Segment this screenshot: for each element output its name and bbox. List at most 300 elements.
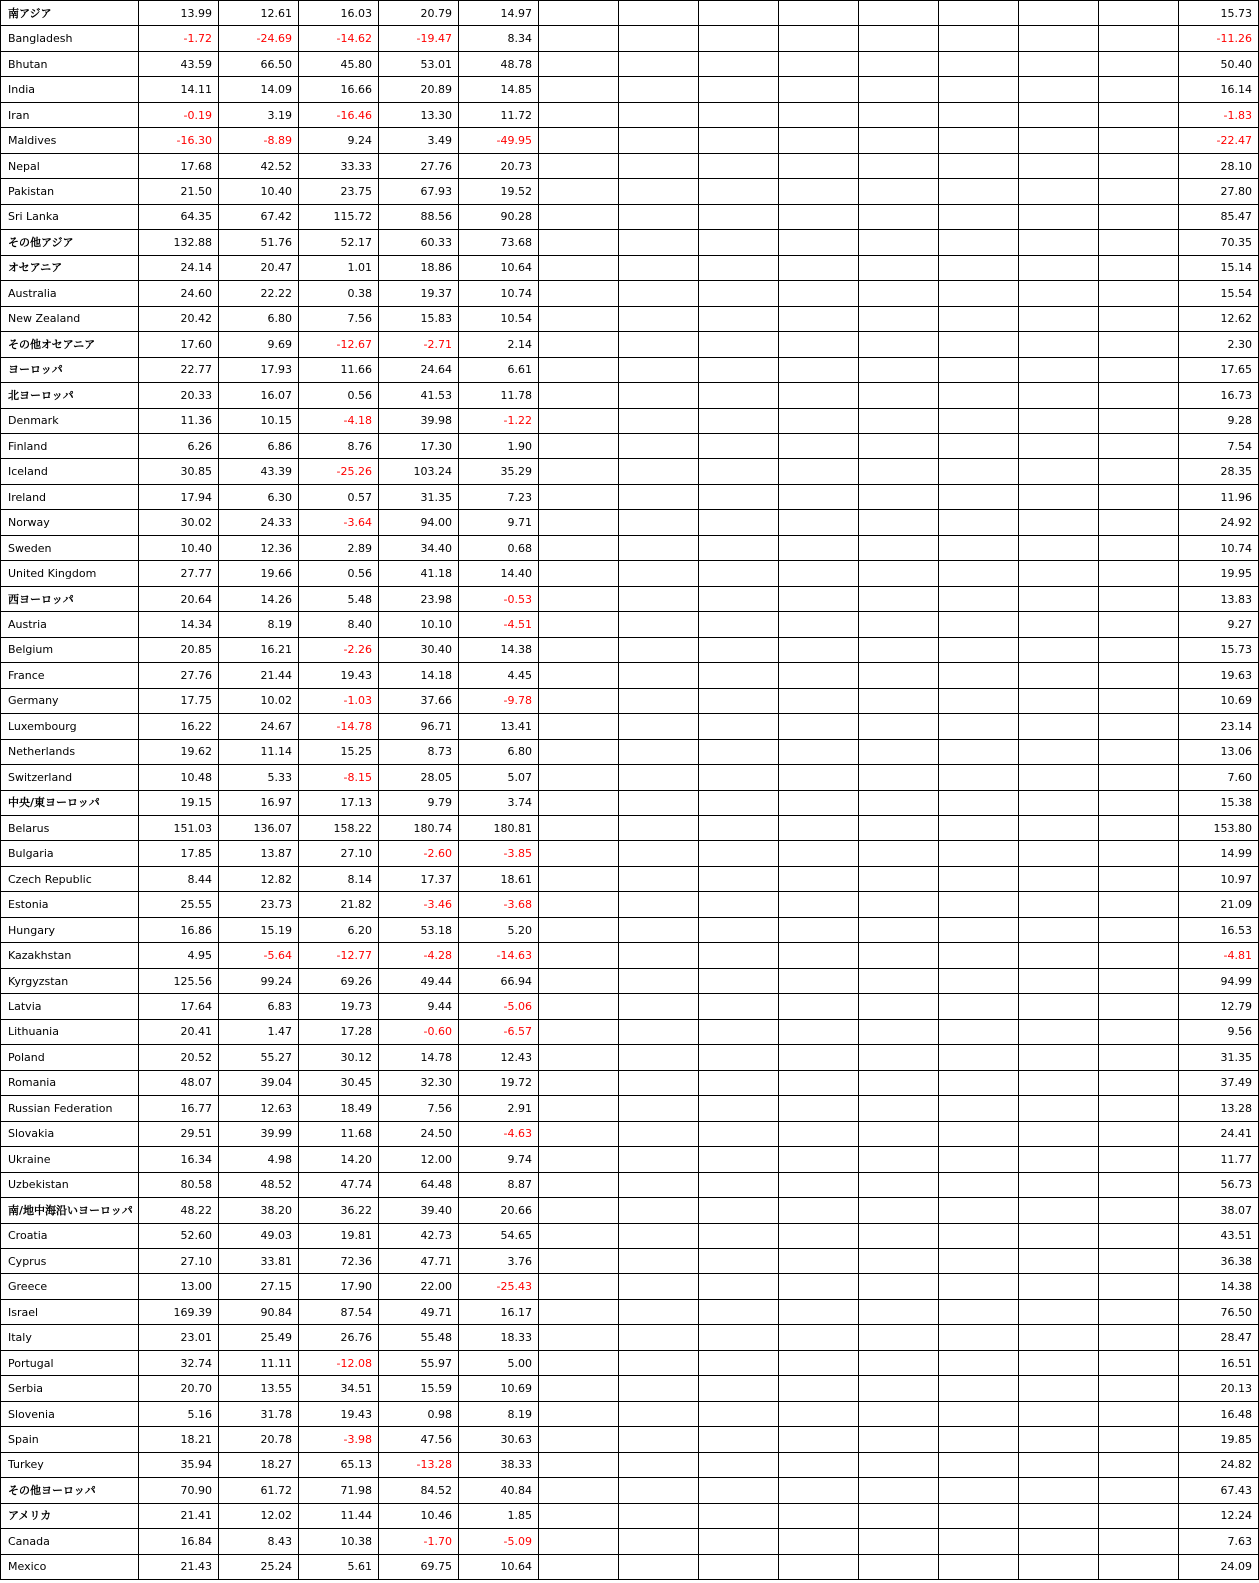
value-cell[interactable]: 10.74 (459, 281, 539, 306)
empty-cell[interactable] (619, 1350, 699, 1375)
empty-cell[interactable] (939, 1299, 1019, 1324)
empty-cell[interactable] (699, 357, 779, 382)
empty-cell[interactable] (1019, 1172, 1099, 1197)
empty-cell[interactable] (699, 1376, 779, 1401)
empty-cell[interactable] (619, 1274, 699, 1299)
empty-cell[interactable] (859, 765, 939, 790)
empty-cell[interactable] (539, 1529, 619, 1554)
empty-cell[interactable] (779, 1325, 859, 1350)
empty-cell[interactable] (699, 561, 779, 586)
summary-value-cell[interactable]: 16.73 (1179, 383, 1259, 408)
value-cell[interactable]: 16.22 (139, 714, 219, 739)
empty-cell[interactable] (939, 663, 1019, 688)
value-cell[interactable]: 169.39 (139, 1299, 219, 1324)
empty-cell[interactable] (619, 1248, 699, 1273)
summary-value-cell[interactable]: 16.48 (1179, 1401, 1259, 1426)
value-cell[interactable]: -14.63 (459, 943, 539, 968)
region-label-cell[interactable]: 西ヨーロッパ (1, 586, 139, 611)
value-cell[interactable]: 6.80 (459, 739, 539, 764)
empty-cell[interactable] (539, 612, 619, 637)
summary-value-cell[interactable]: 10.69 (1179, 688, 1259, 713)
empty-cell[interactable] (699, 459, 779, 484)
empty-cell[interactable] (1019, 917, 1099, 942)
empty-cell[interactable] (619, 637, 699, 662)
empty-cell[interactable] (939, 637, 1019, 662)
value-cell[interactable]: 41.18 (379, 561, 459, 586)
empty-cell[interactable] (859, 739, 939, 764)
value-cell[interactable]: 45.80 (299, 51, 379, 76)
empty-cell[interactable] (939, 841, 1019, 866)
value-cell[interactable]: -3.46 (379, 892, 459, 917)
empty-cell[interactable] (699, 255, 779, 280)
empty-cell[interactable] (859, 1070, 939, 1095)
value-cell[interactable]: 0.57 (299, 484, 379, 509)
value-cell[interactable]: -8.89 (219, 128, 299, 153)
value-cell[interactable]: 88.56 (379, 204, 459, 229)
empty-cell[interactable] (619, 892, 699, 917)
empty-cell[interactable] (619, 1019, 699, 1044)
value-cell[interactable]: 8.19 (219, 612, 299, 637)
empty-cell[interactable] (1099, 1172, 1179, 1197)
empty-cell[interactable] (939, 765, 1019, 790)
value-cell[interactable]: -1.72 (139, 26, 219, 51)
empty-cell[interactable] (539, 484, 619, 509)
empty-cell[interactable] (699, 1248, 779, 1273)
empty-cell[interactable] (939, 383, 1019, 408)
value-cell[interactable]: 14.09 (219, 77, 299, 102)
empty-cell[interactable] (779, 841, 859, 866)
empty-cell[interactable] (539, 459, 619, 484)
value-cell[interactable]: 6.30 (219, 484, 299, 509)
empty-cell[interactable] (859, 612, 939, 637)
empty-cell[interactable] (939, 1223, 1019, 1248)
empty-cell[interactable] (619, 1529, 699, 1554)
empty-cell[interactable] (939, 77, 1019, 102)
value-cell[interactable]: 96.71 (379, 714, 459, 739)
empty-cell[interactable] (939, 332, 1019, 357)
empty-cell[interactable] (1099, 459, 1179, 484)
summary-value-cell[interactable]: 67.43 (1179, 1478, 1259, 1503)
value-cell[interactable]: 19.37 (379, 281, 459, 306)
empty-cell[interactable] (859, 1299, 939, 1324)
empty-cell[interactable] (939, 281, 1019, 306)
summary-value-cell[interactable]: 9.27 (1179, 612, 1259, 637)
empty-cell[interactable] (1099, 561, 1179, 586)
country-label-cell[interactable]: Germany (1, 688, 139, 713)
region-label-cell[interactable]: 北ヨーロッパ (1, 383, 139, 408)
value-cell[interactable]: 4.95 (139, 943, 219, 968)
empty-cell[interactable] (1019, 994, 1099, 1019)
empty-cell[interactable] (779, 383, 859, 408)
value-cell[interactable]: 14.78 (379, 1045, 459, 1070)
value-cell[interactable]: 17.85 (139, 841, 219, 866)
empty-cell[interactable] (779, 204, 859, 229)
empty-cell[interactable] (699, 816, 779, 841)
value-cell[interactable]: 73.68 (459, 230, 539, 255)
empty-cell[interactable] (619, 535, 699, 560)
value-cell[interactable]: -5.09 (459, 1529, 539, 1554)
value-cell[interactable]: 1.01 (299, 255, 379, 280)
empty-cell[interactable] (539, 383, 619, 408)
empty-cell[interactable] (859, 357, 939, 382)
summary-value-cell[interactable]: 17.65 (1179, 357, 1259, 382)
empty-cell[interactable] (1019, 357, 1099, 382)
value-cell[interactable]: -25.26 (299, 459, 379, 484)
empty-cell[interactable] (539, 1121, 619, 1146)
empty-cell[interactable] (779, 586, 859, 611)
empty-cell[interactable] (859, 1147, 939, 1172)
value-cell[interactable]: 6.83 (219, 994, 299, 1019)
value-cell[interactable]: -3.98 (299, 1427, 379, 1452)
summary-value-cell[interactable]: 19.85 (1179, 1427, 1259, 1452)
empty-cell[interactable] (1019, 1096, 1099, 1121)
value-cell[interactable]: 10.38 (299, 1529, 379, 1554)
empty-cell[interactable] (779, 306, 859, 331)
empty-cell[interactable] (539, 51, 619, 76)
summary-value-cell[interactable]: 94.99 (1179, 968, 1259, 993)
value-cell[interactable]: 4.98 (219, 1147, 299, 1172)
empty-cell[interactable] (779, 332, 859, 357)
empty-cell[interactable] (1099, 1248, 1179, 1273)
summary-value-cell[interactable]: 43.51 (1179, 1223, 1259, 1248)
value-cell[interactable]: 103.24 (379, 459, 459, 484)
empty-cell[interactable] (699, 230, 779, 255)
value-cell[interactable]: 3.76 (459, 1248, 539, 1273)
empty-cell[interactable] (859, 892, 939, 917)
empty-cell[interactable] (1019, 153, 1099, 178)
summary-value-cell[interactable]: 12.62 (1179, 306, 1259, 331)
value-cell[interactable]: 12.61 (219, 1, 299, 26)
empty-cell[interactable] (779, 1376, 859, 1401)
empty-cell[interactable] (1099, 663, 1179, 688)
value-cell[interactable]: -0.53 (459, 586, 539, 611)
value-cell[interactable]: 8.40 (299, 612, 379, 637)
value-cell[interactable]: 16.66 (299, 77, 379, 102)
summary-value-cell[interactable]: 7.54 (1179, 433, 1259, 458)
value-cell[interactable]: 14.40 (459, 561, 539, 586)
empty-cell[interactable] (1019, 51, 1099, 76)
empty-cell[interactable] (779, 1147, 859, 1172)
value-cell[interactable]: 48.07 (139, 1070, 219, 1095)
value-cell[interactable]: 23.01 (139, 1325, 219, 1350)
empty-cell[interactable] (939, 892, 1019, 917)
value-cell[interactable]: 10.64 (459, 1554, 539, 1579)
empty-cell[interactable] (859, 383, 939, 408)
country-label-cell[interactable]: Romania (1, 1070, 139, 1095)
empty-cell[interactable] (1099, 765, 1179, 790)
region-label-cell[interactable]: 南/地中海沿いヨーロッパ (1, 1198, 139, 1223)
country-label-cell[interactable]: Sri Lanka (1, 204, 139, 229)
value-cell[interactable]: 6.80 (219, 306, 299, 331)
value-cell[interactable]: 13.55 (219, 1376, 299, 1401)
country-label-cell[interactable]: Iran (1, 102, 139, 127)
value-cell[interactable]: -0.19 (139, 102, 219, 127)
empty-cell[interactable] (1019, 306, 1099, 331)
empty-cell[interactable] (619, 484, 699, 509)
empty-cell[interactable] (939, 714, 1019, 739)
empty-cell[interactable] (539, 1147, 619, 1172)
empty-cell[interactable] (1019, 204, 1099, 229)
empty-cell[interactable] (699, 1147, 779, 1172)
empty-cell[interactable] (939, 408, 1019, 433)
empty-cell[interactable] (779, 459, 859, 484)
value-cell[interactable]: 18.33 (459, 1325, 539, 1350)
value-cell[interactable]: 22.77 (139, 357, 219, 382)
empty-cell[interactable] (1019, 510, 1099, 535)
empty-cell[interactable] (1099, 1274, 1179, 1299)
value-cell[interactable]: 5.16 (139, 1401, 219, 1426)
empty-cell[interactable] (1019, 943, 1099, 968)
value-cell[interactable]: 39.98 (379, 408, 459, 433)
empty-cell[interactable] (1019, 1223, 1099, 1248)
value-cell[interactable]: 5.00 (459, 1350, 539, 1375)
value-cell[interactable]: 28.05 (379, 765, 459, 790)
value-cell[interactable]: 20.33 (139, 383, 219, 408)
value-cell[interactable]: 17.68 (139, 153, 219, 178)
empty-cell[interactable] (1019, 1325, 1099, 1350)
empty-cell[interactable] (779, 153, 859, 178)
value-cell[interactable]: 53.18 (379, 917, 459, 942)
summary-value-cell[interactable]: 14.99 (1179, 841, 1259, 866)
value-cell[interactable]: 8.14 (299, 866, 379, 891)
summary-value-cell[interactable]: 56.73 (1179, 1172, 1259, 1197)
value-cell[interactable]: 87.54 (299, 1299, 379, 1324)
value-cell[interactable]: 64.35 (139, 204, 219, 229)
value-cell[interactable]: 42.52 (219, 153, 299, 178)
value-cell[interactable]: 6.26 (139, 433, 219, 458)
value-cell[interactable]: 16.21 (219, 637, 299, 662)
empty-cell[interactable] (779, 1299, 859, 1324)
value-cell[interactable]: 35.29 (459, 459, 539, 484)
summary-value-cell[interactable]: 16.51 (1179, 1350, 1259, 1375)
empty-cell[interactable] (859, 1427, 939, 1452)
value-cell[interactable]: -12.67 (299, 332, 379, 357)
value-cell[interactable]: -2.26 (299, 637, 379, 662)
value-cell[interactable]: 19.66 (219, 561, 299, 586)
empty-cell[interactable] (1019, 765, 1099, 790)
empty-cell[interactable] (539, 204, 619, 229)
empty-cell[interactable] (939, 1376, 1019, 1401)
value-cell[interactable]: 13.87 (219, 841, 299, 866)
empty-cell[interactable] (859, 26, 939, 51)
empty-cell[interactable] (859, 179, 939, 204)
empty-cell[interactable] (699, 688, 779, 713)
empty-cell[interactable] (859, 77, 939, 102)
empty-cell[interactable] (1019, 1019, 1099, 1044)
value-cell[interactable]: 33.81 (219, 1248, 299, 1273)
value-cell[interactable]: 30.02 (139, 510, 219, 535)
value-cell[interactable]: 16.07 (219, 383, 299, 408)
empty-cell[interactable] (539, 816, 619, 841)
empty-cell[interactable] (539, 1325, 619, 1350)
value-cell[interactable]: 151.03 (139, 816, 219, 841)
value-cell[interactable]: 3.19 (219, 102, 299, 127)
empty-cell[interactable] (619, 281, 699, 306)
value-cell[interactable]: 21.44 (219, 663, 299, 688)
value-cell[interactable]: 10.48 (139, 765, 219, 790)
country-label-cell[interactable]: Belgium (1, 637, 139, 662)
empty-cell[interactable] (539, 1376, 619, 1401)
value-cell[interactable]: 21.82 (299, 892, 379, 917)
empty-cell[interactable] (1099, 1070, 1179, 1095)
empty-cell[interactable] (779, 1427, 859, 1452)
summary-value-cell[interactable]: -22.47 (1179, 128, 1259, 153)
summary-value-cell[interactable]: 11.77 (1179, 1147, 1259, 1172)
value-cell[interactable]: 16.34 (139, 1147, 219, 1172)
value-cell[interactable]: -4.51 (459, 612, 539, 637)
empty-cell[interactable] (859, 714, 939, 739)
empty-cell[interactable] (1019, 1274, 1099, 1299)
empty-cell[interactable] (859, 1172, 939, 1197)
empty-cell[interactable] (699, 383, 779, 408)
empty-cell[interactable] (699, 1274, 779, 1299)
value-cell[interactable]: -25.43 (459, 1274, 539, 1299)
value-cell[interactable]: 7.56 (379, 1096, 459, 1121)
value-cell[interactable]: 15.59 (379, 1376, 459, 1401)
value-cell[interactable]: 2.91 (459, 1096, 539, 1121)
value-cell[interactable]: 13.30 (379, 102, 459, 127)
empty-cell[interactable] (539, 917, 619, 942)
country-label-cell[interactable]: Finland (1, 433, 139, 458)
empty-cell[interactable] (699, 484, 779, 509)
empty-cell[interactable] (539, 841, 619, 866)
value-cell[interactable]: 9.71 (459, 510, 539, 535)
empty-cell[interactable] (1019, 1350, 1099, 1375)
country-label-cell[interactable]: New Zealand (1, 306, 139, 331)
country-label-cell[interactable]: Australia (1, 281, 139, 306)
empty-cell[interactable] (779, 1, 859, 26)
empty-cell[interactable] (619, 102, 699, 127)
empty-cell[interactable] (619, 739, 699, 764)
value-cell[interactable]: 10.40 (219, 179, 299, 204)
empty-cell[interactable] (859, 1045, 939, 1070)
empty-cell[interactable] (1099, 204, 1179, 229)
empty-cell[interactable] (1099, 637, 1179, 662)
value-cell[interactable]: 47.71 (379, 1248, 459, 1273)
region-label-cell[interactable]: 中央/東ヨーロッパ (1, 790, 139, 815)
summary-value-cell[interactable]: 76.50 (1179, 1299, 1259, 1324)
value-cell[interactable]: 6.86 (219, 433, 299, 458)
empty-cell[interactable] (699, 1019, 779, 1044)
empty-cell[interactable] (1019, 1147, 1099, 1172)
empty-cell[interactable] (619, 994, 699, 1019)
empty-cell[interactable] (1019, 1070, 1099, 1095)
empty-cell[interactable] (779, 1401, 859, 1426)
empty-cell[interactable] (1019, 255, 1099, 280)
country-label-cell[interactable]: Estonia (1, 892, 139, 917)
empty-cell[interactable] (939, 535, 1019, 560)
empty-cell[interactable] (939, 917, 1019, 942)
value-cell[interactable]: 19.15 (139, 790, 219, 815)
value-cell[interactable]: -0.60 (379, 1019, 459, 1044)
value-cell[interactable]: 132.88 (139, 230, 219, 255)
value-cell[interactable]: -6.57 (459, 1019, 539, 1044)
value-cell[interactable]: 20.41 (139, 1019, 219, 1044)
empty-cell[interactable] (779, 561, 859, 586)
value-cell[interactable]: 180.81 (459, 816, 539, 841)
value-cell[interactable]: 19.73 (299, 994, 379, 1019)
empty-cell[interactable] (859, 128, 939, 153)
empty-cell[interactable] (699, 1529, 779, 1554)
empty-cell[interactable] (1099, 1452, 1179, 1477)
empty-cell[interactable] (539, 637, 619, 662)
value-cell[interactable]: 23.75 (299, 179, 379, 204)
empty-cell[interactable] (939, 51, 1019, 76)
value-cell[interactable]: -14.62 (299, 26, 379, 51)
summary-value-cell[interactable]: -4.81 (1179, 943, 1259, 968)
empty-cell[interactable] (1099, 281, 1179, 306)
empty-cell[interactable] (699, 663, 779, 688)
summary-value-cell[interactable]: 28.47 (1179, 1325, 1259, 1350)
empty-cell[interactable] (1019, 1529, 1099, 1554)
summary-value-cell[interactable]: 15.14 (1179, 255, 1259, 280)
empty-cell[interactable] (699, 1070, 779, 1095)
country-label-cell[interactable]: Turkey (1, 1452, 139, 1477)
value-cell[interactable]: 19.72 (459, 1070, 539, 1095)
value-cell[interactable]: 15.19 (219, 917, 299, 942)
value-cell[interactable]: 16.03 (299, 1, 379, 26)
value-cell[interactable]: 2.14 (459, 332, 539, 357)
value-cell[interactable]: 6.20 (299, 917, 379, 942)
region-label-cell[interactable]: 南アジア (1, 1, 139, 26)
empty-cell[interactable] (699, 968, 779, 993)
empty-cell[interactable] (699, 1478, 779, 1503)
country-label-cell[interactable]: Mexico (1, 1554, 139, 1579)
empty-cell[interactable] (779, 994, 859, 1019)
value-cell[interactable]: 19.43 (299, 1401, 379, 1426)
country-label-cell[interactable]: Bulgaria (1, 841, 139, 866)
value-cell[interactable]: 17.30 (379, 433, 459, 458)
summary-value-cell[interactable]: 85.47 (1179, 204, 1259, 229)
empty-cell[interactable] (859, 1223, 939, 1248)
empty-cell[interactable] (859, 1096, 939, 1121)
value-cell[interactable]: -3.85 (459, 841, 539, 866)
value-cell[interactable]: -2.71 (379, 332, 459, 357)
value-cell[interactable]: -24.69 (219, 26, 299, 51)
value-cell[interactable]: 48.52 (219, 1172, 299, 1197)
empty-cell[interactable] (539, 994, 619, 1019)
empty-cell[interactable] (779, 612, 859, 637)
empty-cell[interactable] (539, 535, 619, 560)
value-cell[interactable]: 48.78 (459, 51, 539, 76)
value-cell[interactable]: 17.64 (139, 994, 219, 1019)
value-cell[interactable]: 11.66 (299, 357, 379, 382)
empty-cell[interactable] (859, 1274, 939, 1299)
value-cell[interactable]: 16.17 (459, 1299, 539, 1324)
empty-cell[interactable] (619, 383, 699, 408)
empty-cell[interactable] (1099, 586, 1179, 611)
value-cell[interactable]: 64.48 (379, 1172, 459, 1197)
empty-cell[interactable] (859, 1121, 939, 1146)
value-cell[interactable]: 12.00 (379, 1147, 459, 1172)
summary-value-cell[interactable]: 13.28 (1179, 1096, 1259, 1121)
empty-cell[interactable] (1099, 1096, 1179, 1121)
empty-cell[interactable] (859, 1019, 939, 1044)
empty-cell[interactable] (1099, 510, 1179, 535)
country-label-cell[interactable]: Bangladesh (1, 26, 139, 51)
empty-cell[interactable] (619, 153, 699, 178)
value-cell[interactable]: 8.43 (219, 1529, 299, 1554)
value-cell[interactable]: 21.41 (139, 1503, 219, 1528)
empty-cell[interactable] (699, 153, 779, 178)
value-cell[interactable]: -8.15 (299, 765, 379, 790)
country-label-cell[interactable]: Slovenia (1, 1401, 139, 1426)
value-cell[interactable]: 0.68 (459, 535, 539, 560)
empty-cell[interactable] (619, 1427, 699, 1452)
country-label-cell[interactable]: Israel (1, 1299, 139, 1324)
value-cell[interactable]: 24.67 (219, 714, 299, 739)
empty-cell[interactable] (1099, 1198, 1179, 1223)
